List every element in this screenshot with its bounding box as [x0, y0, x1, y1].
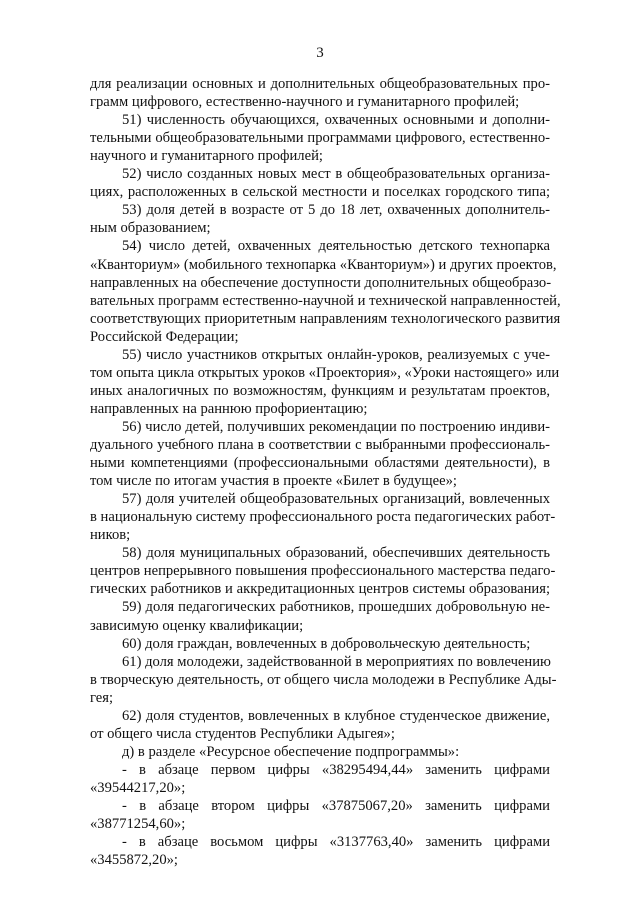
text-line: центров непрерывного повышения профессионального мастерства педаго-: [90, 563, 556, 580]
text-line: научного и гуманитарного профилей;: [90, 148, 323, 165]
text-line: гических работников и аккредитационных центров системы образования;: [90, 581, 550, 598]
text-line: 57) доля учителей общеобразовательных организаций, вовлеченных: [122, 491, 550, 508]
text-line: дуального учебного плана в соответствии с выбранными профессиональ-: [90, 437, 550, 453]
text-line: 54) число детей, охваченных деятельностью детского технопарка: [122, 238, 550, 255]
text-line: д) в разделе «Ресурсное обеспечение подпрограммы»:: [122, 743, 460, 760]
text-line: 62) доля студентов, вовлеченных в клубное студенческое движение,: [122, 707, 550, 724]
text-line: направленных на обеспечение доступности дополнительных общеобразо-: [90, 274, 552, 291]
text-line: том опыта цикла открытых уроков «Проектория», «Уроки настоящего» или: [90, 364, 560, 381]
text-line: 51) численность обучающихся, охваченных основными и дополни-: [122, 112, 550, 129]
text-line: для реализации основных и дополнительных общеобразовательных про-: [90, 76, 550, 92]
text-line: грамм цифрового, естественно-научного и гуманитарного профилей;: [90, 94, 520, 111]
text-line: ников;: [90, 527, 131, 544]
page-number: 3: [316, 45, 324, 61]
text-line: соответствующих приоритетным направлениям технологического развития: [90, 310, 561, 327]
text-line: «3455872,20»;: [90, 852, 178, 869]
text-line: ным образованием;: [90, 220, 211, 237]
text-line: 52) число созданных новых мест в общеобразовательных организа-: [122, 166, 550, 183]
text-line: зависимую оценку квалификации;: [90, 617, 304, 634]
text-line: в национальную систему профессионального роста педагогических работ-: [90, 509, 556, 526]
text-line: Российской Федерации;: [90, 328, 239, 345]
text-line: 56) число детей, получивших рекомендации по построению индиви-: [122, 418, 550, 435]
text-line: «38771254,60»;: [90, 816, 186, 833]
text-line: 61) доля молодежи, задействованной в мероприятиях по вовлечению: [122, 653, 551, 670]
text-line: 60) доля граждан, вовлеченных в добровольческую деятельность;: [122, 635, 531, 652]
text-line: ными компетенциями (профессиональными областями деятельности), в: [90, 455, 550, 472]
text-line: направленных на раннюю профориентацию;: [90, 400, 368, 417]
text-line: том числе по итогам участия в проекте «Билет в будущее»;: [90, 473, 457, 490]
text-line: «Кванториум» (мобильного технопарка «Кванториум») и других проектов,: [90, 256, 557, 273]
text-line: циях, расположенных в сельской местности и поселках городского типа;: [90, 184, 550, 201]
text-line: - в абзаце первом цифры «38295494,44» заменить цифрами: [122, 761, 550, 778]
text-line: в творческую деятельность, от общего числа молодежи в Республике Ады-: [90, 671, 557, 688]
text-line: вательных программ естественно-научной и технической направленностей,: [90, 292, 561, 309]
text-line: - в абзаце восьмом цифры «3137763,40» заменить цифрами: [122, 834, 550, 851]
text-line: - в абзаце втором цифры «37875067,20» заменить цифрами: [122, 798, 550, 814]
text-line: 59) доля педагогических работников, прошедших добровольную не-: [122, 599, 550, 616]
text-line: 53) доля детей в возрасте от 5 до 18 лет, охваченных дополнитель-: [122, 202, 550, 219]
text-line: «39544217,20»;: [90, 779, 186, 796]
text-line: 55) число участников открытых онлайн-уроков, реализуемых с уче-: [122, 346, 550, 363]
text-line: тельными общеобразовательными программами цифрового, естественно-: [90, 130, 550, 147]
text-line: 58) доля муниципальных образований, обеспечивших деятельность: [122, 545, 550, 562]
text-line: гея;: [90, 689, 114, 706]
text-line: иных аналогичных по возможностям, функциям и результатам проектов,: [90, 382, 550, 399]
text-line: от общего числа студентов Республики Адыгея»;: [90, 725, 395, 742]
